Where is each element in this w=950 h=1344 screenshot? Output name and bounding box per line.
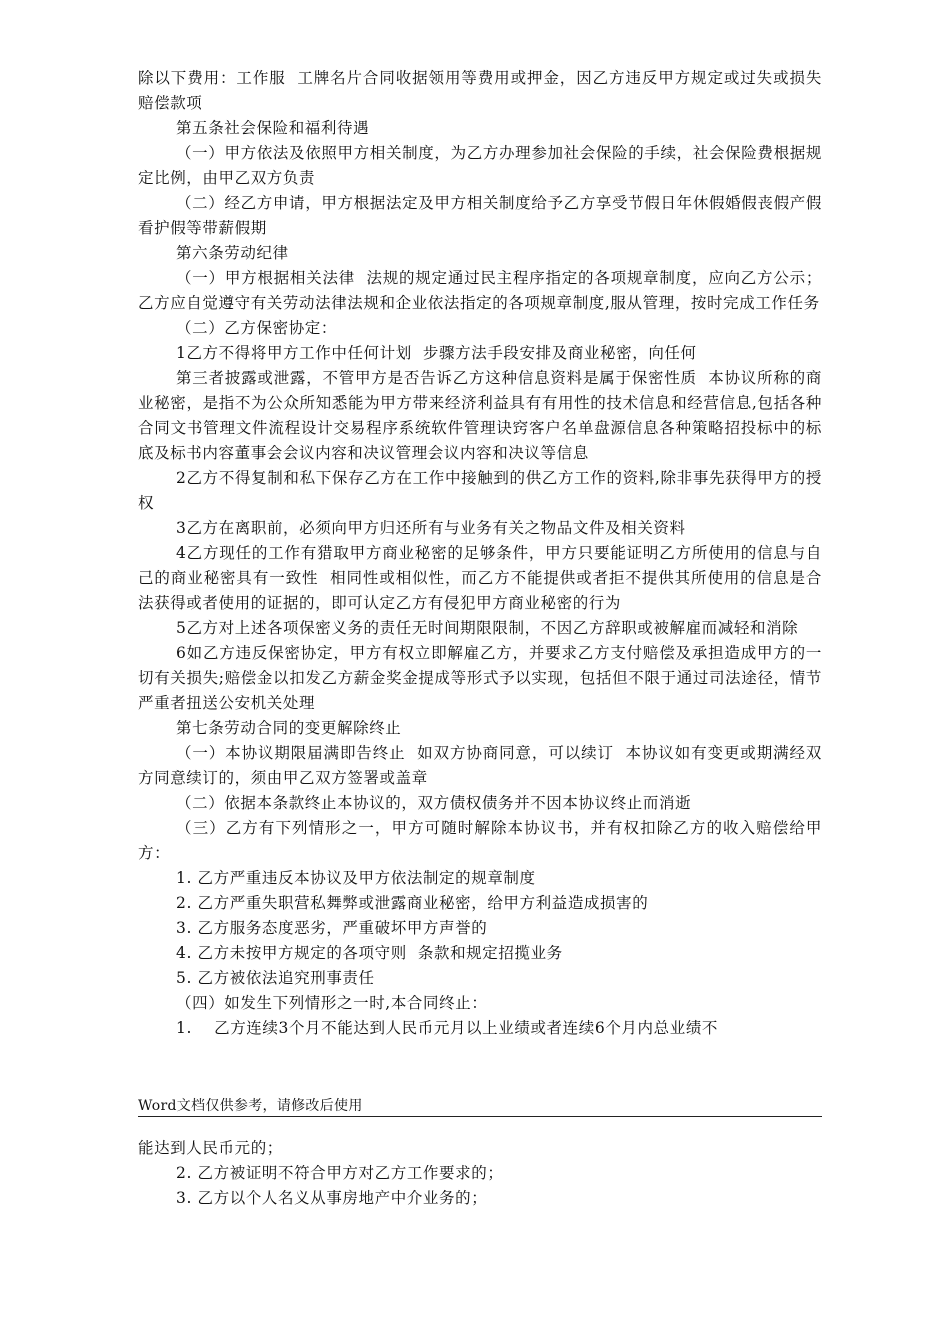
paragraph: （二）依据本条款终止本协议的，双方债权债务并不因本协议终止而消逝 — [176, 794, 692, 812]
page-footer: Word文档仅供参考，请修改后使用 — [138, 1097, 822, 1117]
paragraph: 2乙方不得复制和私下保存乙方在工作中接触到的供乙方工作的资料,除非事先获得甲方的授权 — [138, 469, 822, 512]
paragraph: （一）甲方根据相关法律 法规的规定通过民主程序指定的各项规章制度，应向乙方公示；乙方应自觉遵守有关劳动法律法规和企业依法指定的各项规章制度,服从管理，按时完成工作任务 — [138, 269, 822, 312]
paragraph: 1乙方不得将甲方工作中任何计划 步骤方法手段安排及商业秘密，向任何 — [176, 344, 697, 362]
list-item: 1. 乙方连续3个月不能达到人民币元月以上业绩或者连续6个月内总业绩不 — [176, 1019, 719, 1037]
article-6-heading: 第六条劳动纪律 — [176, 244, 289, 262]
paragraph: （三）乙方有下列情形之一，甲方可随时解除本协议书，并有权扣除乙方的收入赔偿给甲方： — [138, 819, 822, 862]
paragraph: 5乙方对上述各项保密义务的责任无时间期限限制，不因乙方辞职或被解雇而减轻和消除 — [176, 619, 799, 637]
list-item: 3. 乙方以个人名义从事房地产中介业务的； — [176, 1189, 488, 1207]
paragraph: 第三者披露或泄露，不管甲方是否告诉乙方这种信息资料是属于保密性质 本协议所称的商业秘密，是指不为公众所知悉能为甲方带来经济利益具有有用性的技术信息和经营信息,包括各种合同文书管理文件流程设计交易程序系统软件管理诀窍客户名单盘源信息各种策略招投标中的标底及标书内容董事会会议内容和决议管理会议内容和决议等信息 — [138, 369, 822, 462]
paragraph: 6如乙方违反保密协定，甲方有权立即解雇乙方，并要求乙方支付赔偿及承担造成甲方的一切有关损失;赔偿金以扣发乙方薪金奖金提成等形式予以实现，包括但不限于通过司法途径，情节严重者扭送公安机关处理 — [138, 644, 822, 712]
paragraph: 3乙方在离职前，必须向甲方归还所有与业务有关之物品文件及相关资料 — [176, 519, 686, 537]
paragraph: 能达到人民币元的； — [138, 1139, 283, 1157]
paragraph: 除以下费用：工作服 工牌名片合同收据领用等费用或押金，因乙方违反甲方规定或过失或损失赔偿款项 — [138, 69, 822, 112]
paragraph: （二）经乙方申请，甲方根据法定及甲方相关制度给予乙方享受节假日年休假婚假丧假产假看护假等带薪假期 — [138, 194, 822, 237]
paragraph: （一）甲方依法及依照甲方相关制度，为乙方办理参加社会保险的手续，社会保险费根据规定比例，由甲乙双方负责 — [138, 144, 822, 187]
article-5-heading: 第五条社会保险和福利待遇 — [176, 119, 370, 137]
paragraph: （二）乙方保密协定： — [176, 319, 338, 337]
list-item: 2. 乙方被证明不符合甲方对乙方工作要求的； — [176, 1164, 504, 1182]
contract-body-top — [138, 66, 822, 1041]
article-7-heading: 第七条劳动合同的变更解除终止 — [176, 719, 402, 737]
list-item: 5. 乙方被依法追究刑事责任 — [176, 969, 375, 987]
list-item: 1. 乙方严重违反本协议及甲方依法制定的规章制度 — [176, 869, 536, 887]
paragraph: （一）本协议期限届满即告终止 如双方协商同意，可以续订 本协议如有变更或期满经双方同意续订的，须由甲乙双方签署或盖章 — [138, 744, 822, 787]
list-item: 4. 乙方未按甲方规定的各项守则 条款和规定招揽业务 — [176, 944, 563, 962]
list-item: 2. 乙方严重失职营私舞弊或泄露商业秘密，给甲方利益造成损害的 — [176, 894, 649, 912]
paragraph: （四）如发生下列情形之一时,本合同终止： — [176, 994, 488, 1012]
contract-body-continued — [138, 1136, 822, 1211]
paragraph: 4乙方现任的工作有猎取甲方商业秘密的足够条件，甲方只要能证明乙方所使用的信息与自己的商业秘密具有一致性 相同性或相似性，而乙方不能提供或者拒不提供其所使用的信息是合法获得或者使用的证据的，即可认定乙方有侵犯甲方商业秘密的行为 — [138, 544, 822, 612]
list-item: 3. 乙方服务态度恶劣，严重破坏甲方声誉的 — [176, 919, 488, 937]
